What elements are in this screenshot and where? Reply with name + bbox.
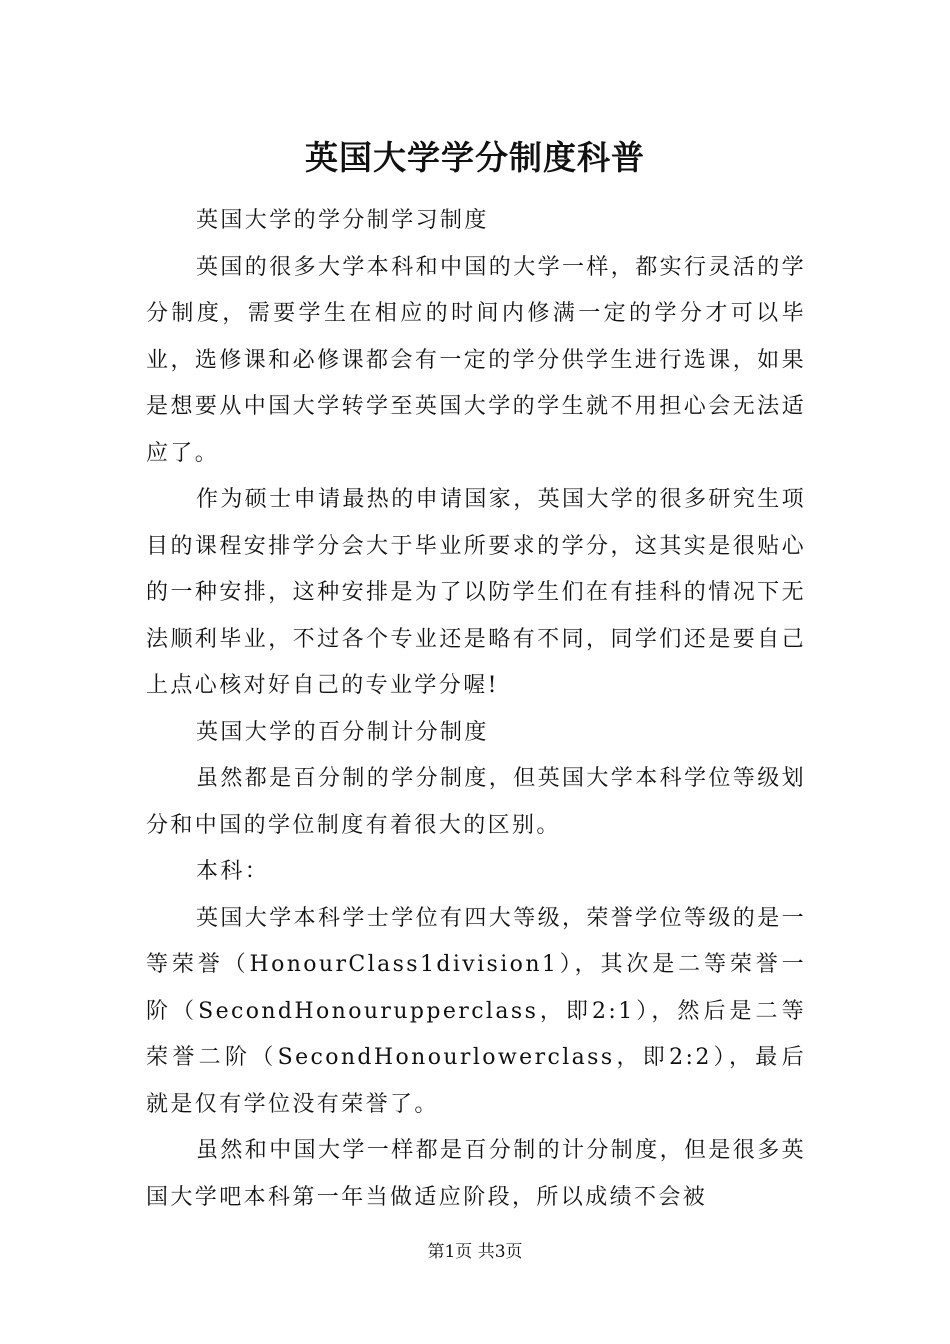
paragraph: 英国大学本科学士学位有四大等级，荣誉学位等级的是一等荣誉（HonourClass1division1），其次是二等荣誉一阶（SecondHonourupperclass，即2:1），然后是二等荣誉二阶（SecondHonourlowerclass，即2:2），最后就是仅有学位没有荣誉了。 — [146, 905, 807, 1117]
document-title: 英国大学学分制度科普 — [305, 138, 645, 177]
paragraph-heading-grading-system: 英国大学的百分制计分制度 — [196, 719, 489, 745]
paragraph-heading-undergraduate: 本科： — [196, 859, 270, 884]
paragraph: 虽然和中国大学一样都是百分制的计分制度，但是很多英国大学吧本科第一年当做适应阶段，所以成绩不会被 — [146, 1138, 807, 1210]
paragraph: 虽然都是百分制的学分制度，但英国大学本科学位等级划分和中国的学位制度有着很大的区别。 — [146, 766, 807, 838]
paragraph-heading-credit-system: 英国大学的学分制学习制度 — [196, 208, 489, 233]
page-footer: 第1页 共3页 — [427, 1242, 523, 1262]
paragraph: 英国的很多大学本科和中国的大学一样，都实行灵活的学分制度，需要学生在相应的时间内修满一定的学分才可以毕业，选修课和必修课都会有一定的学分供学生进行选课，如果是想要从中国大学转学至英国大学的学生就不用担心会无法适应了。 — [146, 254, 807, 466]
paragraph: 作为硕士申请最热的申请国家，英国大学的很多研究生项目的课程安排学分会大于毕业所要求的学分，这其实是很贴心的一种安排，这种安排是为了以防学生们在有挂科的情况下无法顺利毕业，不过各个专业还是略有不同，同学们还是要自己上点心核对好自己的专业学分喔! — [146, 487, 807, 698]
document-body — [146, 198, 806, 1221]
